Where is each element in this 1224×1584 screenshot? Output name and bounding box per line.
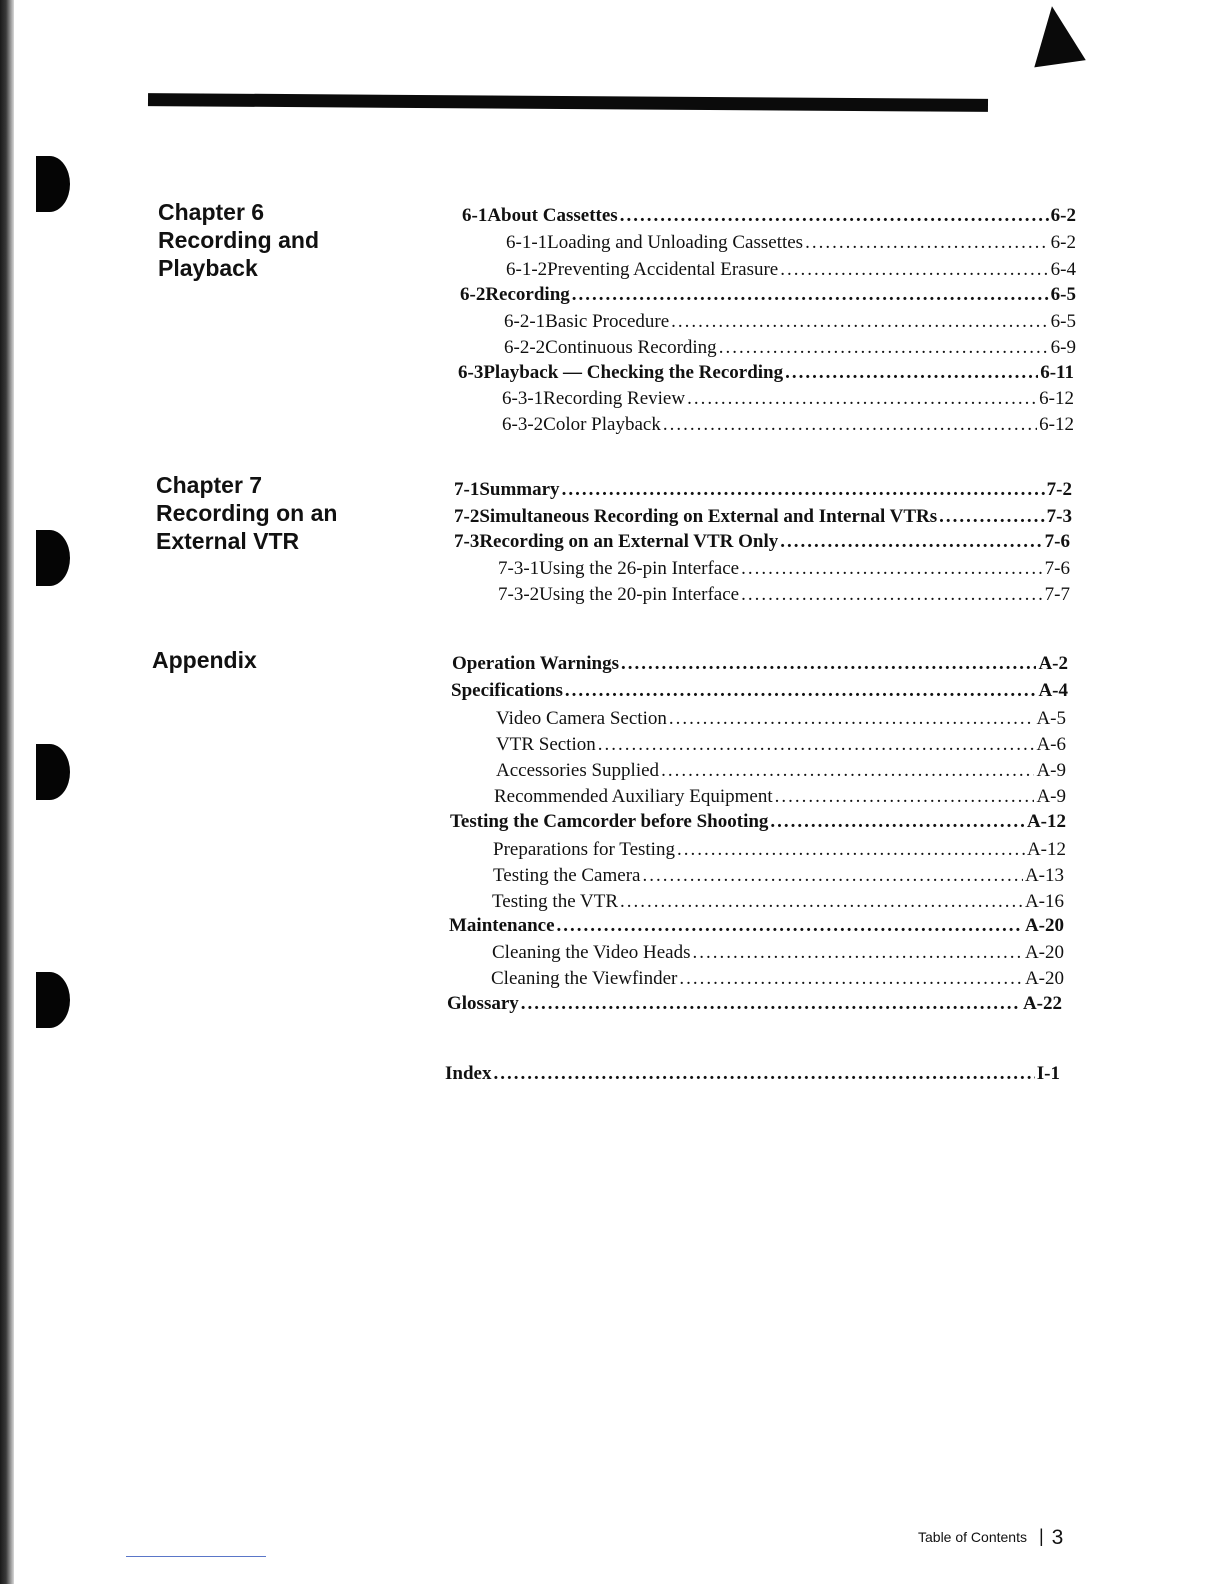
corner-triangle-icon: [1026, 3, 1086, 68]
toc-entry: [492, 890, 1064, 914]
toc-entry-page: A-2: [1038, 653, 1068, 674]
toc-leader-dots: [669, 707, 1035, 731]
toc-leader-dots: [572, 283, 1049, 307]
toc-entry-number: 6-3-1: [502, 388, 544, 409]
toc-entry: [458, 361, 1074, 385]
toc-entry-page: A-6: [1036, 734, 1066, 755]
toc-entry-page: 6-12: [1039, 414, 1074, 435]
toc-entry: [460, 283, 1076, 307]
toc-leader-dots: [687, 387, 1037, 411]
toc-leader-dots: [693, 941, 1023, 965]
toc-entry-title: Index: [445, 1063, 492, 1084]
toc-entry-number: 6-3: [458, 362, 484, 383]
toc-entry: [454, 505, 1072, 529]
toc-entry-title: Maintenance: [449, 915, 555, 936]
toc-leader-dots: [565, 679, 1037, 703]
toc-entry-title: Specifications: [451, 680, 563, 701]
toc-entry-title: Recommended Auxiliary Equipment: [494, 786, 773, 807]
chapter-heading-line: Chapter 6: [158, 199, 265, 225]
toc-entry: [502, 387, 1074, 411]
footer-separator: |: [1038, 1526, 1044, 1546]
toc-entry-title: Basic Procedure: [545, 311, 670, 332]
toc-entry-title: Loading and Unloading Cassettes: [547, 232, 804, 253]
toc-entry-title: Playback — Checking the Recording: [483, 362, 784, 383]
toc-leader-dots: [557, 914, 1023, 938]
toc-entry-page: A-9: [1036, 786, 1066, 807]
toc-entry-title: Cleaning the Video Heads: [492, 942, 691, 963]
toc-entry: [498, 583, 1070, 607]
toc-entry: [493, 864, 1064, 888]
footer-label: Table of Contents: [918, 1529, 1027, 1545]
toc-leader-dots: [620, 890, 1023, 914]
chapter-heading-line: Recording on an: [156, 500, 338, 526]
toc-entry: [451, 679, 1068, 703]
toc-leader-dots: [671, 310, 1049, 334]
toc-entry-title: Video Camera Section: [496, 708, 667, 729]
toc-entry: [492, 941, 1064, 965]
toc-entry-number: 6-1-1: [506, 232, 548, 253]
chapter-heading-line: Recording and: [158, 227, 320, 253]
toc-entry-title: Summary: [479, 479, 560, 500]
toc-leader-dots: [493, 1062, 1034, 1086]
toc-entry: [449, 914, 1064, 938]
toc-entry-number: 6-2: [460, 284, 486, 305]
toc-entry-title: Glossary: [447, 993, 519, 1014]
toc-entry: [496, 707, 1066, 731]
toc-entry-page: 6-2: [1050, 205, 1076, 226]
toc-leader-dots: [677, 838, 1025, 862]
toc-entry-page: 6-9: [1050, 337, 1076, 358]
toc-entry-page: A-16: [1024, 891, 1064, 912]
toc-entry-title: Recording on an External VTR Only: [479, 531, 779, 552]
toc-entry-page: A-20: [1024, 915, 1064, 936]
binder-hole: [36, 972, 70, 1028]
toc-entry-page: 6-12: [1039, 388, 1074, 409]
toc-entry-number: 7-2: [454, 506, 480, 527]
toc-entry-title: Simultaneous Recording on External and Internal VTRs: [479, 506, 938, 527]
toc-entry-title: About Cassettes: [487, 205, 618, 226]
page-footer: [918, 1526, 1063, 1550]
toc-entry-page: 7-2: [1046, 479, 1072, 500]
toc-entry: [496, 733, 1066, 757]
binder-hole: [36, 156, 70, 212]
toc-entry-number: 7-3: [454, 531, 480, 552]
toc-entry-title: Testing the Camera: [493, 865, 641, 886]
toc-entry-title: Using the 20-pin Interface: [539, 584, 740, 605]
toc-entry-number: 7-3-2: [498, 584, 540, 605]
chapter-heading-7: [156, 471, 416, 555]
chapter-heading-line: Chapter 7: [156, 472, 263, 498]
toc-entry-title: Preparations for Testing: [493, 839, 675, 860]
toc-leader-dots: [620, 204, 1049, 228]
toc-entry: [452, 652, 1068, 676]
toc-entry-number: 7-1: [454, 479, 480, 500]
toc-leader-dots: [780, 530, 1042, 554]
toc-entry-page: A-4: [1038, 680, 1068, 701]
toc-entry-title: Continuous Recording: [545, 337, 717, 358]
chapter-heading-appendix: [152, 646, 412, 674]
toc-entry-number: 6-2-2: [504, 337, 546, 358]
toc-entry-title: Operation Warnings: [452, 653, 619, 674]
toc-entry-page: 6-4: [1050, 259, 1076, 280]
toc-entry-number: 6-3-2: [502, 414, 544, 435]
toc-entry-page: A-5: [1036, 708, 1066, 729]
toc-entry-page: A-20: [1024, 968, 1064, 989]
toc-entry: [506, 258, 1076, 282]
toc-entry: [504, 336, 1076, 360]
toc-entry: [494, 785, 1066, 809]
toc-entry-page: A-12: [1026, 811, 1066, 832]
toc-entry-title: Testing the Camcorder before Shooting: [450, 811, 769, 832]
toc-entry-title: VTR Section: [496, 734, 596, 755]
toc-entry-number: 6-1: [462, 205, 488, 226]
toc-leader-dots: [780, 258, 1048, 282]
toc-entry-number: 6-2-1: [504, 311, 546, 332]
toc-entry: [462, 204, 1076, 228]
header-rule: [148, 93, 988, 112]
toc-entry-title: Accessories Supplied: [496, 760, 660, 781]
toc-entry-title: Recording: [485, 284, 570, 305]
toc-leader-dots: [598, 733, 1035, 757]
toc-leader-dots: [679, 967, 1023, 991]
toc-leader-dots: [521, 992, 1021, 1016]
page-number: 3: [1051, 1526, 1064, 1549]
chapter-heading-6: [158, 198, 418, 282]
toc-entry-title: Recording Review: [543, 388, 686, 409]
toc-entry-page: A-9: [1036, 760, 1066, 781]
toc-entry-page: 6-11: [1040, 362, 1074, 383]
toc-entry-page: 6-5: [1050, 284, 1076, 305]
toc-leader-dots: [661, 759, 1034, 783]
toc-entry-number: 7-3-1: [498, 558, 540, 579]
toc-entry-title: Preventing Accidental Erasure: [547, 259, 779, 280]
toc-entry: [447, 992, 1062, 1016]
binder-hole: [36, 744, 70, 800]
toc-entry-page: A-13: [1024, 865, 1064, 886]
scan-mark: [126, 1556, 266, 1557]
toc-leader-dots: [663, 413, 1037, 437]
toc-entry: [496, 759, 1066, 783]
toc-entry-title: Cleaning the Viewfinder: [491, 968, 678, 989]
toc-entry-title: Using the 26-pin Interface: [539, 558, 740, 579]
toc-entry-page: 6-2: [1050, 232, 1076, 253]
toc-leader-dots: [719, 336, 1049, 360]
toc-entry: [445, 1062, 1060, 1086]
toc-entry: [450, 810, 1066, 834]
toc-entry-page: A-22: [1022, 993, 1062, 1014]
toc-leader-dots: [775, 785, 1035, 809]
toc-entry: [454, 530, 1070, 554]
toc-entry-number: 6-1-2: [506, 259, 548, 280]
toc-entry-title: Testing the VTR: [492, 891, 619, 912]
toc-leader-dots: [770, 810, 1025, 834]
toc-leader-dots: [939, 505, 1045, 529]
toc-entry-page: 7-7: [1044, 584, 1070, 605]
toc-leader-dots: [621, 652, 1036, 676]
toc-entry-page: 7-6: [1044, 531, 1070, 552]
toc-leader-dots: [741, 557, 1043, 581]
toc-entry-page: 6-5: [1050, 311, 1076, 332]
toc-entry: [491, 967, 1064, 991]
toc-leader-dots: [562, 478, 1045, 502]
scan-edge: [0, 0, 14, 1584]
toc-leader-dots: [741, 583, 1043, 607]
binder-hole: [36, 530, 70, 586]
toc-entry-page: A-12: [1026, 839, 1066, 860]
chapter-heading-line: External VTR: [156, 528, 300, 554]
chapter-heading-line: Playback: [158, 255, 258, 281]
toc-leader-dots: [642, 864, 1022, 888]
toc-entry: [502, 413, 1074, 437]
toc-entry: [506, 231, 1076, 255]
toc-entry-page: 7-3: [1046, 506, 1072, 527]
chapter-heading-line: Appendix: [152, 647, 257, 673]
toc-leader-dots: [785, 361, 1038, 385]
toc-entry-title: Color Playback: [543, 414, 661, 435]
toc-leader-dots: [805, 231, 1049, 255]
toc-entry: [493, 838, 1066, 862]
toc-entry-page: I-1: [1036, 1063, 1060, 1084]
toc-entry: [454, 478, 1072, 502]
toc-entry-page: 7-6: [1044, 558, 1070, 579]
toc-entry: [498, 557, 1070, 581]
toc-entry-page: A-20: [1024, 942, 1064, 963]
toc-entry: [504, 310, 1076, 334]
